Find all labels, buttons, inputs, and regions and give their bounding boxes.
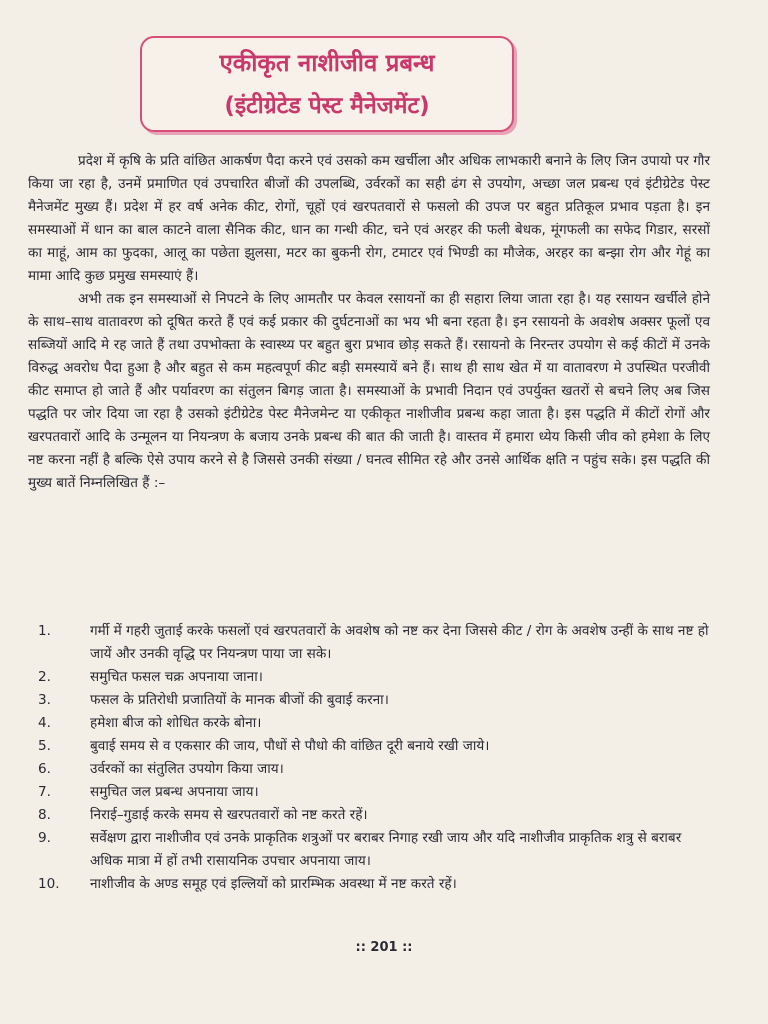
- list-text: हमेशा बीज को शोधित करके बोना।: [90, 715, 262, 731]
- list-text: निराई–गुडाई करके समय से खरपतवारों को नष्ट करते रहें।: [90, 807, 368, 823]
- list-number: 8.: [38, 807, 51, 823]
- list-text: समुचित फसल चक्र अपनाया जाना।: [90, 669, 263, 685]
- list-text: बुवाई समय से व एकसार की जाय, पौधों से पौधो की वांछित दूरी बनाये रखी जाये।: [90, 738, 490, 754]
- list-item: [28, 781, 710, 804]
- list-number: 5.: [38, 738, 51, 754]
- list-item: [28, 804, 710, 827]
- list-number: 2.: [38, 669, 51, 685]
- list-number: 1.: [38, 623, 51, 639]
- list-number: 3.: [38, 692, 51, 708]
- list-text: नाशीजीव के अण्ड समूह एवं इल्लियों को प्रारम्भिक अवस्था में नष्ट करते रहें।: [90, 876, 457, 892]
- list-item: [28, 689, 710, 712]
- list-number: 6.: [38, 761, 51, 777]
- list-item: [28, 620, 710, 666]
- key-points-list: [28, 620, 710, 896]
- list-number: 7.: [38, 784, 51, 800]
- page-number: :: 201 ::: [355, 940, 413, 955]
- list-number: 9.: [38, 830, 51, 846]
- list-number: 10.: [38, 876, 60, 892]
- paragraph-chemicals: अभी तक इन समस्याओं से निपटने के लिए आमतौर पर केवल रसायनों का ही सहारा लिया जाता रहा है। यह रसायन खर्चीले होने के साथ–साथ वातावरण को दूषित करते हैं एवं कई प्रकार की दुर्घटनाओं का भय भी बना रहता है। इन रसायनो के अवशेष अक्सर फूलों एव सब्जियों आदि मे रह जाते हैं तथा उपभोक्ता के स्वास्थ्य पर बहुत बुरा प्रभाव छोड़ सकते हैं। रसायनो के निरन्तर उपयोग से कई कीटों में उनके विरुद्ध अवरोध पैदा हुआ है और बहुत से कम महत्वपूर्ण कीट बड़ी समस्यायें बने हैं। साथ ही साथ खेत में या वातावरण मे उपस्थित परजीवी कीट समाप्त हो जाते हैं और पर्यावरण का संतुलन बिगड़ जाता है। समस्याओं के प्रभावी निदान एवं उपर्युक्त खतरों से बचने लिए अब जिस पद्धति पर जोर दिया जा रहा है उसको इंटीग्रेटेड पेस्ट मैनेजमेन्ट या एकीकृत नाशीजीव प्रबन्ध कहा जाता है। इस पद्धति में कीटों रोगों और खरपतवारों आदि के उन्मूलन या नियन्त्रण के बजाय उनके प्रबन्ध की बात की जाती है। वास्तव में हमारा ध्येय किसी जीव को हमेशा के लिए नष्ट करना नहीं है बल्कि ऐसे उपाय करने से है जिससे उनकी संख्या / घनत्व सीमित रहे और उनसे आर्थिक क्षति न पहुंच सके। इस पद्धति की मुख्य बातें निम्नलिखित हैं :–: [28, 291, 710, 491]
- title-hindi: एकीकृत नाशीजीव प्रबन्ध: [219, 49, 435, 77]
- list-item: [28, 712, 710, 735]
- list-text: समुचित जल प्रबन्ध अपनाया जाय।: [90, 784, 259, 800]
- body-text: [28, 150, 710, 495]
- title-english-transliteration: (इंटीग्रेटेड पेस्ट मैनेजमेंट): [224, 93, 430, 119]
- list-item: [28, 758, 710, 781]
- list-item: [28, 873, 710, 896]
- list-item: [28, 735, 710, 758]
- title-box: [140, 36, 514, 132]
- list-item: [28, 827, 710, 873]
- list-text: गर्मी में गहरी जुताई करके फसलों एवं खरपतवारों के अवशेष को नष्ट कर देना जिससे कीट / रोग के अवशेष उन्हीं के साथ नष्ट हो जायें और उनकी वृद्धि पर नियन्त्रण पाया जा सके।: [90, 623, 709, 662]
- list-text: फसल के प्रतिरोधी प्रजातियों के मानक बीजों की बुवाई करना।: [90, 692, 389, 708]
- list-number: 4.: [38, 715, 51, 731]
- paragraph-intro: प्रदेश में कृषि के प्रति वांछित आकर्षण पैदा करने एवं उसको कम खर्चीला और अधिक लाभकारी बनाने के लिए जिन उपायो पर गौर किया जा रहा है, उनमें प्रमाणित एवं उपचारित बीजों की उपलब्धि, उर्वरकों का सही ढंग से उपयोग, अच्छा जल प्रबन्ध एवं इंटीग्रेटेड पेस्ट मैनेजमेंट मुख्य हैं। प्रदेश में हर वर्ष अनेक कीट, रोगों, चूहों एवं खरपतवारों से फसलो की उपज पर बहुत प्रतिकूल प्रभाव पड़ता है। इन समस्याओं में धान का बाल काटने वाला सैनिक कीट, धान का गन्धी कीट, चने एवं अरहर की फली बेधक, मूंगफली का सफेद गिडार, सरसों का माहूं, आम का फुदका, आलू का पछेता झुलसा, मटर का बुकनी रोग, टमाटर एवं भिण्डी का मौजेक, अरहर का बन्झा रोग और गेहूं का मामा आदि कुछ प्रमुख समस्याएं हैं।: [28, 153, 710, 284]
- list-item: [28, 666, 710, 689]
- list-text: सर्वेक्षण द्वारा नाशीजीव एवं उनके प्राकृतिक शत्रुओं पर बराबर निगाह रखी जाय और यदि नाशीजीव प्राकृतिक शत्रु से बराबर अधिक मात्रा में हों तभी रासायनिक उपचार अपनाया जाय।: [90, 830, 682, 869]
- list-text: उर्वरकों का संतुलित उपयोग किया जाय।: [90, 761, 284, 777]
